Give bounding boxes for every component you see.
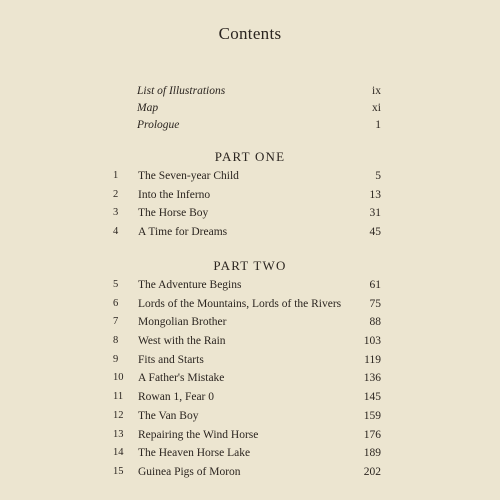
chapter-entry <box>113 295 381 314</box>
chapter-page: 31 <box>369 207 381 220</box>
front-matter-item <box>137 117 381 134</box>
chapter-entry <box>113 351 381 370</box>
chapter-entry <box>113 223 381 242</box>
entry-page: xi <box>372 102 381 114</box>
front-matter-item <box>137 83 381 100</box>
chapter-number: 11 <box>113 391 124 403</box>
chapter-entry <box>113 426 381 445</box>
chapter-page: 119 <box>364 353 381 366</box>
chapter-number: 6 <box>113 297 119 309</box>
chapter-title: The Heaven Horse Lake <box>138 447 251 460</box>
chapter-number: 9 <box>113 353 119 365</box>
chapter-title: A Father's Mistake <box>138 372 225 385</box>
front-matter-item <box>137 100 381 117</box>
chapter-page: 145 <box>363 391 381 404</box>
chapter-page: 202 <box>363 465 381 478</box>
entry-page: ix <box>372 85 381 97</box>
chapter-title: The Van Boy <box>138 409 199 422</box>
chapter-number: 12 <box>113 409 124 421</box>
chapter-page: 13 <box>369 188 381 201</box>
chapter-entry <box>113 313 381 332</box>
chapter-title: Lords of the Mountains, Lords of the Rivers <box>138 297 342 310</box>
chapter-number: 2 <box>113 188 119 200</box>
chapter-number: 10 <box>113 372 124 384</box>
chapter-title: West with the Rain <box>138 335 226 348</box>
chapter-number: 1 <box>113 170 119 181</box>
chapter-title: Repairing the Wind Horse <box>138 428 259 441</box>
front-matter-list <box>137 83 381 134</box>
chapter-number: 3 <box>113 207 119 219</box>
part-one-chapter-list <box>113 167 381 242</box>
entry-page: 1 <box>375 119 381 131</box>
entry-title: Map <box>137 102 159 114</box>
chapter-entry <box>113 444 381 463</box>
chapter-page: 103 <box>363 335 381 348</box>
page-title: Contents <box>218 24 282 43</box>
chapter-entry <box>113 463 381 482</box>
chapter-number: 5 <box>113 279 119 290</box>
chapter-page: 189 <box>363 447 381 460</box>
chapter-number: 13 <box>113 428 124 440</box>
chapter-page: 45 <box>369 226 381 239</box>
chapter-number: 7 <box>113 316 119 328</box>
part-heading: PART ONE <box>214 149 286 164</box>
chapter-page: 159 <box>363 409 381 422</box>
chapter-title: The Seven-year Child <box>138 170 239 182</box>
chapter-number: 14 <box>113 447 124 459</box>
chapter-entry <box>113 369 381 388</box>
chapter-title: Mongolian Brother <box>138 316 227 329</box>
chapter-number: 15 <box>113 465 124 477</box>
chapter-entry <box>113 407 381 426</box>
chapter-title: A Time for Dreams <box>138 226 228 239</box>
chapter-page: 75 <box>369 297 381 310</box>
part-heading: PART TWO <box>213 258 287 273</box>
chapter-page: 176 <box>363 428 381 441</box>
chapter-entry <box>113 332 381 351</box>
chapter-title: The Horse Boy <box>138 207 209 220</box>
chapter-entry <box>113 186 381 205</box>
chapter-entry <box>113 276 381 295</box>
chapter-title: The Adventure Begins <box>138 279 242 291</box>
chapter-number: 8 <box>113 335 119 347</box>
chapter-title: Rowan 1, Fear 0 <box>138 391 215 404</box>
part-two-chapter-list <box>113 276 381 482</box>
chapter-entry <box>113 204 381 223</box>
chapter-page: 136 <box>363 372 381 385</box>
entry-title: List of Illustrations <box>137 85 226 97</box>
chapter-title: Guinea Pigs of Moron <box>138 465 241 478</box>
chapter-entry <box>113 388 381 407</box>
chapter-entry <box>113 167 381 186</box>
chapter-title: Into the Inferno <box>138 188 211 201</box>
chapter-page: 88 <box>369 316 381 329</box>
chapter-number: 4 <box>113 226 119 238</box>
chapter-page: 61 <box>369 279 381 291</box>
chapter-page: 5 <box>375 170 381 182</box>
chapter-title: Fits and Starts <box>138 353 204 366</box>
entry-title: Prologue <box>137 119 180 131</box>
